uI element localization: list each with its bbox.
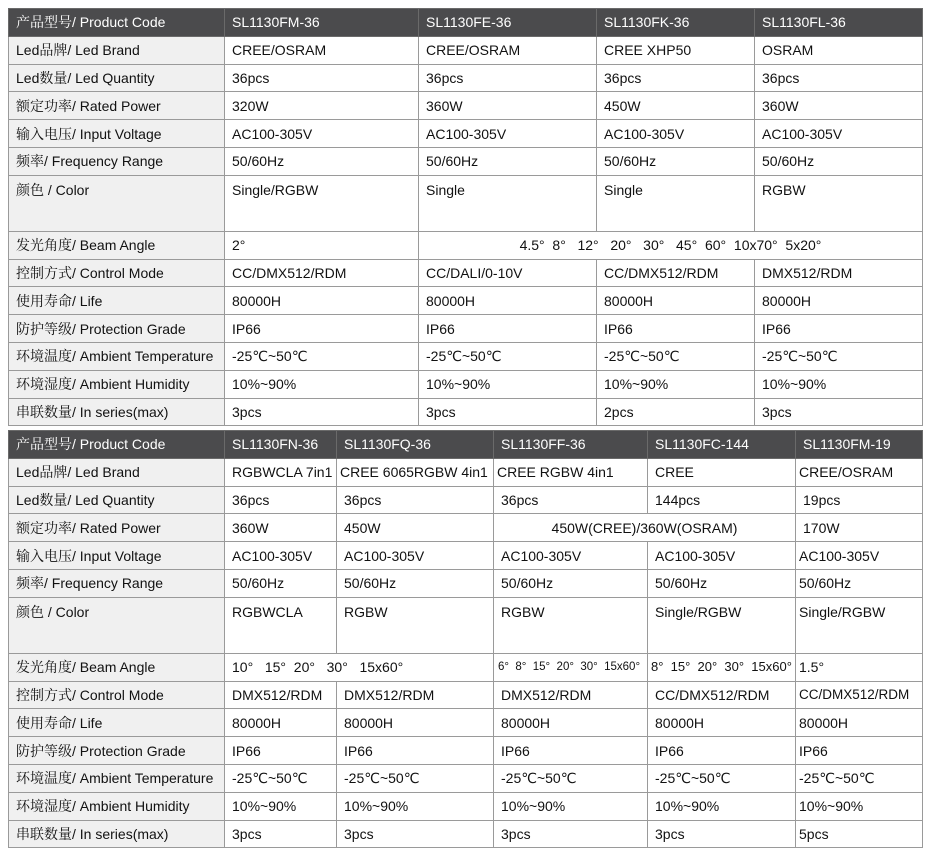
row-label: 控制方式/ Control Mode bbox=[9, 259, 225, 287]
in-series-row bbox=[9, 398, 923, 426]
cell: 3pcs bbox=[755, 398, 923, 426]
row-label: Led数量/ Led Quantity bbox=[9, 64, 225, 92]
cell: -25℃~50℃ bbox=[419, 342, 597, 370]
cell: 80000H bbox=[494, 709, 648, 737]
cell: 80000H bbox=[419, 287, 597, 315]
cell: AC100-305V bbox=[755, 120, 923, 148]
cell: AC100-305V bbox=[494, 542, 648, 570]
product-code: SL1130FQ-36 bbox=[337, 431, 494, 459]
cell: AC100-305V bbox=[225, 542, 337, 570]
cell: OSRAM bbox=[755, 36, 923, 64]
cell: -25℃~50℃ bbox=[337, 764, 494, 792]
cell: 80000H bbox=[225, 709, 337, 737]
cell: RGBWCLA bbox=[225, 597, 337, 653]
cell: 80000H bbox=[648, 709, 796, 737]
cell: CREE bbox=[648, 458, 796, 486]
cell: 36pcs bbox=[755, 64, 923, 92]
cell: 50/60Hz bbox=[225, 569, 337, 597]
cell: AC100-305V bbox=[796, 542, 923, 570]
cell: IP66 bbox=[755, 315, 923, 343]
color-row bbox=[9, 597, 923, 653]
cell: DMX512/RDM bbox=[755, 259, 923, 287]
cell: DMX512/RDM bbox=[494, 681, 648, 709]
cell: Single/RGBW bbox=[796, 597, 923, 653]
cell: 2pcs bbox=[597, 398, 755, 426]
cell: 360W bbox=[755, 92, 923, 120]
row-label: 使用寿命/ Life bbox=[9, 709, 225, 737]
life-row bbox=[9, 709, 923, 737]
led-brand-row bbox=[9, 36, 923, 64]
cell: 36pcs bbox=[494, 486, 648, 514]
row-label: 发光角度/ Beam Angle bbox=[9, 231, 225, 259]
cell: DMX512/RDM bbox=[337, 681, 494, 709]
cell: RGBW bbox=[755, 175, 923, 231]
cell: 3pcs bbox=[419, 398, 597, 426]
row-label: 环境湿度/ Ambient Humidity bbox=[9, 370, 225, 398]
cell: 320W bbox=[225, 92, 419, 120]
cell: AC100-305V bbox=[597, 120, 755, 148]
cell: RGBW bbox=[494, 597, 648, 653]
cell: -25℃~50℃ bbox=[225, 342, 419, 370]
cell: 5pcs bbox=[796, 820, 923, 848]
row-label: 串联数量/ In series(max) bbox=[9, 820, 225, 848]
cell: 360W bbox=[419, 92, 597, 120]
cell: 360W bbox=[225, 514, 337, 542]
row-label: 输入电压/ Input Voltage bbox=[9, 542, 225, 570]
product-code: SL1130FM-36 bbox=[225, 9, 419, 37]
cell: 19pcs bbox=[796, 486, 923, 514]
protection-grade-row bbox=[9, 315, 923, 343]
row-label: Led数量/ Led Quantity bbox=[9, 486, 225, 514]
input-voltage-row bbox=[9, 120, 923, 148]
led-brand-row bbox=[9, 458, 923, 486]
control-mode-row bbox=[9, 259, 923, 287]
cell: -25℃~50℃ bbox=[225, 764, 337, 792]
cell: IP66 bbox=[225, 737, 337, 765]
cell: 3pcs bbox=[337, 820, 494, 848]
spec-table-1 bbox=[8, 8, 923, 426]
life-row bbox=[9, 287, 923, 315]
beam-angle-row bbox=[9, 653, 923, 681]
protection-grade-row bbox=[9, 737, 923, 765]
cell: IP66 bbox=[225, 315, 419, 343]
cell: -25℃~50℃ bbox=[597, 342, 755, 370]
cell: 450W(CREE)/360W(OSRAM) bbox=[494, 514, 796, 542]
cell: 36pcs bbox=[225, 64, 419, 92]
cell: 6° 8° 15° 20° 30° 15x60° bbox=[494, 653, 648, 681]
cell: 3pcs bbox=[648, 820, 796, 848]
cell: 36pcs bbox=[225, 486, 337, 514]
row-label: 防护等级/ Protection Grade bbox=[9, 737, 225, 765]
cell: CREE/OSRAM bbox=[419, 36, 597, 64]
cell: 80000H bbox=[597, 287, 755, 315]
cell: CC/DMX512/RDM bbox=[796, 681, 923, 709]
row-label: 输入电压/ Input Voltage bbox=[9, 120, 225, 148]
cell: RGBWCLA 7in1 bbox=[225, 458, 337, 486]
cell: 80000H bbox=[755, 287, 923, 315]
ambient-temperature-row bbox=[9, 764, 923, 792]
cell: CC/DMX512/RDM bbox=[597, 259, 755, 287]
cell: 1.5° bbox=[796, 653, 923, 681]
frequency-row bbox=[9, 147, 923, 175]
cell: 10° 15° 20° 30° 15x60° bbox=[225, 653, 494, 681]
cell: 2° bbox=[225, 231, 419, 259]
cell: -25℃~50℃ bbox=[648, 764, 796, 792]
cell: IP66 bbox=[419, 315, 597, 343]
cell: 10%~90% bbox=[225, 792, 337, 820]
cell: -25℃~50℃ bbox=[796, 764, 923, 792]
cell: 450W bbox=[597, 92, 755, 120]
cell: CREE/OSRAM bbox=[796, 458, 923, 486]
cell: 144pcs bbox=[648, 486, 796, 514]
cell: 50/60Hz bbox=[494, 569, 648, 597]
cell: CC/DMX512/RDM bbox=[225, 259, 419, 287]
cell: AC100-305V bbox=[419, 120, 597, 148]
row-label: 颜色 / Color bbox=[9, 175, 225, 231]
row-label: 产品型号/ Product Code bbox=[9, 9, 225, 37]
row-label: 产品型号/ Product Code bbox=[9, 431, 225, 459]
cell: 10%~90% bbox=[648, 792, 796, 820]
cell: 36pcs bbox=[597, 64, 755, 92]
cell: IP66 bbox=[796, 737, 923, 765]
beam-angle-row bbox=[9, 231, 923, 259]
cell: 80000H bbox=[337, 709, 494, 737]
cell: CREE 6065RGBW 4in1 bbox=[337, 458, 494, 486]
header-row bbox=[9, 431, 923, 459]
cell: CC/DMX512/RDM bbox=[648, 681, 796, 709]
cell: CREE RGBW 4in1 bbox=[494, 458, 648, 486]
spec-table-2 bbox=[8, 430, 923, 848]
cell: CREE XHP50 bbox=[597, 36, 755, 64]
cell: DMX512/RDM bbox=[225, 681, 337, 709]
cell: 10%~90% bbox=[225, 370, 419, 398]
product-code: SL1130FM-19 bbox=[796, 431, 923, 459]
cell: 3pcs bbox=[225, 398, 419, 426]
cell: 80000H bbox=[225, 287, 419, 315]
row-label: 额定功率/ Rated Power bbox=[9, 92, 225, 120]
cell: 10%~90% bbox=[755, 370, 923, 398]
led-quantity-row bbox=[9, 486, 923, 514]
product-code: SL1130FL-36 bbox=[755, 9, 923, 37]
ambient-temperature-row bbox=[9, 342, 923, 370]
row-label: 控制方式/ Control Mode bbox=[9, 681, 225, 709]
row-label: 环境湿度/ Ambient Humidity bbox=[9, 792, 225, 820]
cell: CREE/OSRAM bbox=[225, 36, 419, 64]
product-code: SL1130FF-36 bbox=[494, 431, 648, 459]
cell: 10%~90% bbox=[796, 792, 923, 820]
row-label: 额定功率/ Rated Power bbox=[9, 514, 225, 542]
cell: 8° 15° 20° 30° 15x60° bbox=[648, 653, 796, 681]
header-row bbox=[9, 9, 923, 37]
cell: 50/60Hz bbox=[796, 569, 923, 597]
product-code: SL1130FC-144 bbox=[648, 431, 796, 459]
cell: 50/60Hz bbox=[648, 569, 796, 597]
cell: 10%~90% bbox=[494, 792, 648, 820]
cell: 10%~90% bbox=[597, 370, 755, 398]
cell: 170W bbox=[796, 514, 923, 542]
cell: AC100-305V bbox=[225, 120, 419, 148]
cell: 50/60Hz bbox=[597, 147, 755, 175]
cell: 36pcs bbox=[419, 64, 597, 92]
cell: Single bbox=[419, 175, 597, 231]
color-row bbox=[9, 175, 923, 231]
cell: Single/RGBW bbox=[225, 175, 419, 231]
cell: Single/RGBW bbox=[648, 597, 796, 653]
cell: RGBW bbox=[337, 597, 494, 653]
product-code: SL1130FE-36 bbox=[419, 9, 597, 37]
control-mode-row bbox=[9, 681, 923, 709]
cell: 50/60Hz bbox=[755, 147, 923, 175]
cell: 450W bbox=[337, 514, 494, 542]
cell: 3pcs bbox=[494, 820, 648, 848]
cell: IP66 bbox=[337, 737, 494, 765]
cell: 50/60Hz bbox=[225, 147, 419, 175]
row-label: Led品牌/ Led Brand bbox=[9, 36, 225, 64]
cell: IP66 bbox=[494, 737, 648, 765]
row-label: Led品牌/ Led Brand bbox=[9, 458, 225, 486]
row-label: 使用寿命/ Life bbox=[9, 287, 225, 315]
cell: 50/60Hz bbox=[419, 147, 597, 175]
input-voltage-row bbox=[9, 542, 923, 570]
cell: IP66 bbox=[648, 737, 796, 765]
row-label: 频率/ Frequency Range bbox=[9, 569, 225, 597]
product-code: SL1130FK-36 bbox=[597, 9, 755, 37]
row-label: 防护等级/ Protection Grade bbox=[9, 315, 225, 343]
ambient-humidity-row bbox=[9, 370, 923, 398]
row-label: 颜色 / Color bbox=[9, 597, 225, 653]
cell: 50/60Hz bbox=[337, 569, 494, 597]
row-label: 发光角度/ Beam Angle bbox=[9, 653, 225, 681]
cell: 80000H bbox=[796, 709, 923, 737]
cell: AC100-305V bbox=[648, 542, 796, 570]
row-label: 串联数量/ In series(max) bbox=[9, 398, 225, 426]
row-label: 环境温度/ Ambient Temperature bbox=[9, 764, 225, 792]
cell: 10%~90% bbox=[337, 792, 494, 820]
cell: -25℃~50℃ bbox=[755, 342, 923, 370]
row-label: 环境温度/ Ambient Temperature bbox=[9, 342, 225, 370]
cell: AC100-305V bbox=[337, 542, 494, 570]
frequency-row bbox=[9, 569, 923, 597]
cell: -25℃~50℃ bbox=[494, 764, 648, 792]
product-code: SL1130FN-36 bbox=[225, 431, 337, 459]
cell: 3pcs bbox=[225, 820, 337, 848]
cell: CC/DALI/0-10V bbox=[419, 259, 597, 287]
ambient-humidity-row bbox=[9, 792, 923, 820]
rated-power-row bbox=[9, 92, 923, 120]
cell: 4.5° 8° 12° 20° 30° 45° 60° 10x70° 5x20° bbox=[419, 231, 923, 259]
in-series-row bbox=[9, 820, 923, 848]
led-quantity-row bbox=[9, 64, 923, 92]
cell: 36pcs bbox=[337, 486, 494, 514]
row-label: 频率/ Frequency Range bbox=[9, 147, 225, 175]
rated-power-row bbox=[9, 514, 923, 542]
cell: Single bbox=[597, 175, 755, 231]
cell: 10%~90% bbox=[419, 370, 597, 398]
cell: IP66 bbox=[597, 315, 755, 343]
